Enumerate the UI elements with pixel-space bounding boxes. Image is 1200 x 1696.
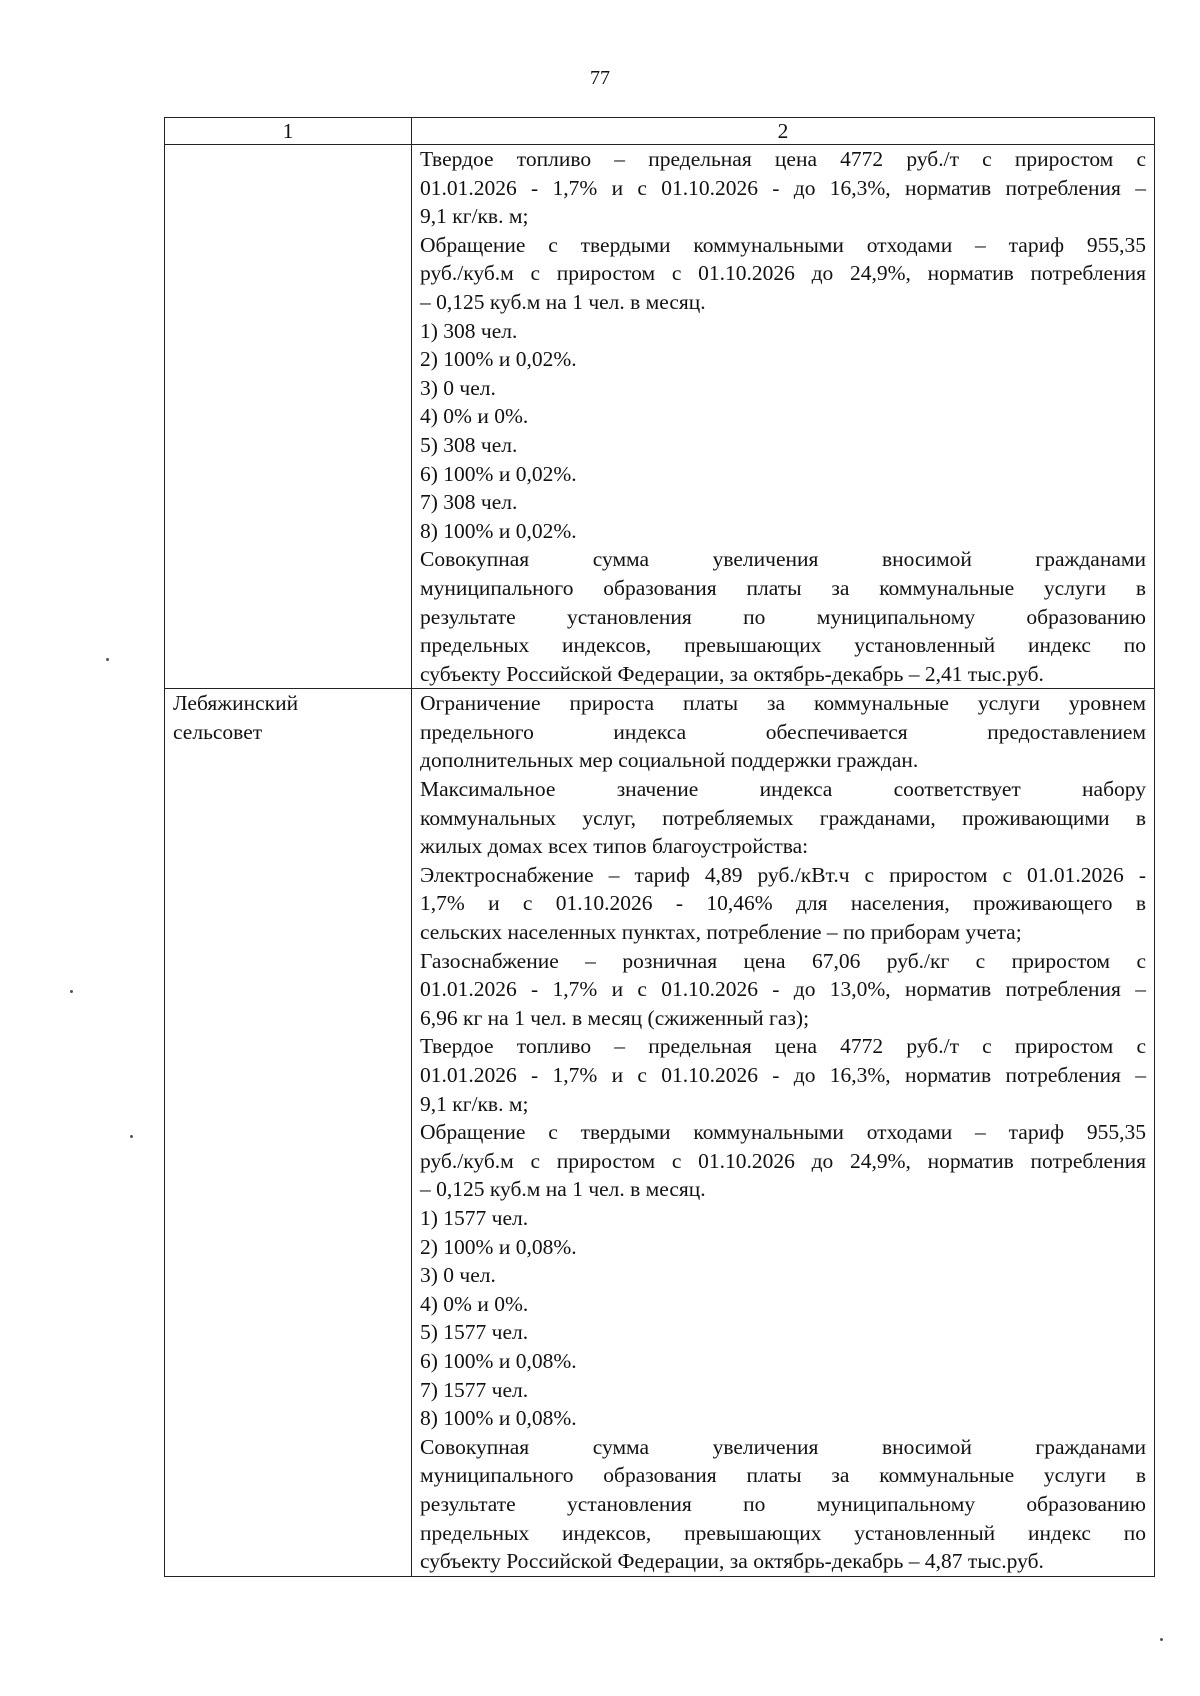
scan-speck	[70, 990, 73, 993]
description-line: 01.01.2026 - 1,7% и с 01.10.2026 - до 16,3%, норматив потребления –	[420, 175, 1146, 200]
description-line: 7) 308 чел.	[420, 490, 518, 515]
municipality-name-line: сельсовет	[173, 719, 263, 744]
description-line: Ограничение прироста платы за коммунальные услуги уровнем	[420, 691, 1146, 716]
description-line: 01.01.2026 - 1,7% и с 01.10.2026 - до 16,3%, норматив потребления –	[420, 1063, 1146, 1087]
description-line: Обращение с твердыми коммунальными отходами – тариф 955,35	[420, 1120, 1146, 1145]
description-line: 4) 0% и 0%.	[420, 404, 529, 429]
description-line: 3) 0 чел.	[420, 375, 496, 400]
description-line: 3) 0 чел.	[420, 1263, 496, 1288]
description-line: 2) 100% и 0,08%.	[420, 1234, 577, 1259]
description-line: Твердое топливо – предельная цена 4772 руб./т с приростом с	[420, 1034, 1146, 1059]
description-line: руб./куб.м с приростом с 01.10.2026 до 24,9%, норматив потребления	[420, 1148, 1146, 1173]
description-line: сельских населенных пунктах, потребление – по приборам учета;	[420, 920, 1022, 945]
description-line: предельных индексов, превышающих установленный индекс по	[420, 633, 1146, 658]
scan-speck	[130, 1135, 133, 1138]
description-line: 5) 308 чел.	[420, 432, 518, 457]
description-line: результате установления по муниципальному образованию	[420, 604, 1146, 629]
description-line: 9,1 кг/кв. м;	[420, 1091, 529, 1116]
description-line: 1) 308 чел.	[420, 318, 518, 343]
tariff-description-cell	[412, 145, 1155, 689]
description-line: 6) 100% и 0,08%.	[420, 1348, 577, 1373]
description-line: 6,96 кг на 1 чел. в месяц (сжиженный газ);	[420, 1005, 810, 1030]
page-number: 77	[590, 67, 610, 89]
description-line: Электроснабжение – тариф 4,89 руб./кВт.ч с приростом с 01.01.2026 -	[420, 862, 1146, 887]
description-line: 5) 1577 чел.	[420, 1320, 529, 1345]
description-line: предельного индекса обеспечивается предоставлением	[420, 719, 1146, 744]
table-row	[165, 689, 1155, 1576]
description-line: – 0,125 куб.м на 1 чел. в месяц.	[420, 289, 706, 314]
description-line: Газоснабжение – розничная цена 67,06 руб./кг с приростом с	[420, 948, 1146, 973]
description-line: руб./куб.м с приростом с 01.10.2026 до 24,9%, норматив потребления	[420, 261, 1146, 286]
description-line: муниципального образования платы за коммунальные услуги в	[420, 1463, 1146, 1488]
description-line: 2) 100% и 0,02%.	[420, 347, 577, 372]
tariff-description-cell	[412, 689, 1155, 1576]
description-line: коммунальных услуг, потребляемых гражданами, проживающими в	[420, 805, 1146, 830]
description-line: 4) 0% и 0%.	[420, 1291, 529, 1316]
description-line: Максимальное значение индекса соответствует набору	[420, 777, 1146, 802]
description-line: Совокупная сумма увеличения вносимой гражданами	[420, 547, 1146, 572]
description-line: 1) 1577 чел.	[420, 1205, 529, 1230]
municipality-name-cell	[165, 689, 412, 1576]
description-line: муниципального образования платы за коммунальные услуги в	[420, 575, 1146, 600]
table-header-row	[165, 118, 1155, 145]
description-line: Твердое топливо – предельная цена 4772 руб./т с приростом с	[420, 147, 1146, 171]
description-line: Совокупная сумма увеличения вносимой гражданами	[420, 1434, 1146, 1459]
description-line: – 0,125 куб.м на 1 чел. в месяц.	[420, 1177, 706, 1202]
description-line: 6) 100% и 0,02%.	[420, 461, 577, 486]
table-row	[165, 145, 1155, 689]
description-line: субъекту Российской Федерации, за октябрь-декабрь – 2,41 тыс.руб.	[420, 661, 1044, 686]
column-header-1: 1	[165, 118, 412, 145]
description-line: предельных индексов, превышающих установленный индекс по	[420, 1520, 1146, 1545]
description-line: жилых домах всех типов благоустройства:	[420, 834, 809, 859]
description-line: 1,7% и с 01.10.2026 - 10,46% для населения, проживающего в	[420, 891, 1146, 916]
description-line: 9,1 кг/кв. м;	[420, 204, 529, 229]
description-line: 01.01.2026 - 1,7% и с 01.10.2026 - до 13,0%, норматив потребления –	[420, 977, 1146, 1002]
scan-speck	[1160, 1638, 1163, 1641]
description-line: субъекту Российской Федерации, за октябрь-декабрь – 4,87 тыс.руб.	[420, 1549, 1044, 1574]
description-line: 7) 1577 чел.	[420, 1377, 529, 1402]
description-line: 8) 100% и 0,02%.	[420, 518, 577, 543]
description-line: дополнительных мер социальной поддержки граждан.	[420, 748, 919, 773]
description-line: результате установления по муниципальному образованию	[420, 1491, 1146, 1516]
municipality-name-line: Лебяжинский	[173, 691, 299, 716]
description-line: 8) 100% и 0,08%.	[420, 1406, 577, 1431]
column-header-2: 2	[412, 118, 1155, 145]
scan-speck	[106, 658, 109, 661]
tariff-table	[164, 117, 1155, 1577]
description-line: Обращение с твердыми коммунальными отходами – тариф 955,35	[420, 232, 1146, 257]
municipality-name-cell	[165, 145, 412, 689]
